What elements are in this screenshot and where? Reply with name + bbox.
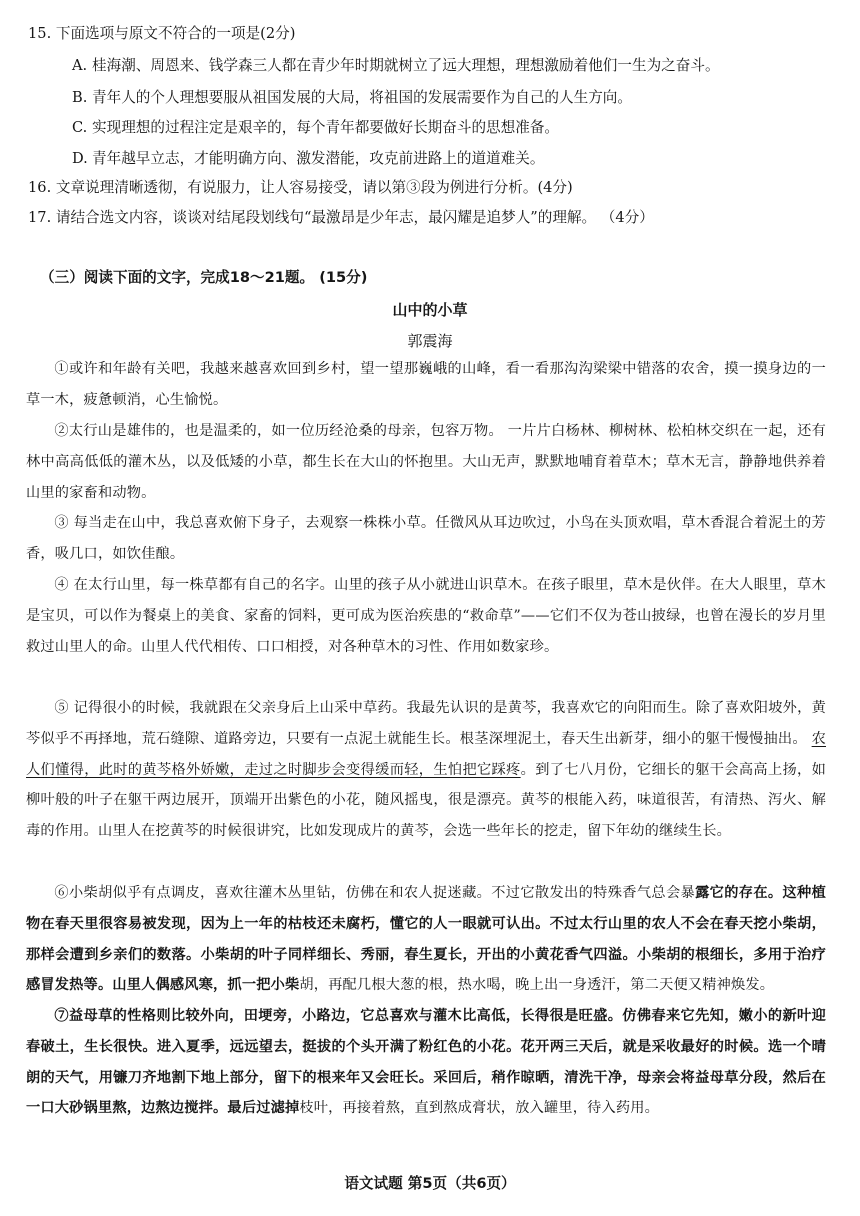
option-text: 青年越早立志，才能明确方向、激发潜能，攻克前进路上的道道难关。 bbox=[92, 150, 545, 167]
paragraph-7-text-b: 枝叶，再接着熬，直到熬成膏状，放入罐里，待入药用。 bbox=[299, 1100, 660, 1117]
article-author: 郭震海 bbox=[407, 332, 453, 350]
option-text: 桂海潮、周恩来、钱学森三人都在青少年时期就树立了远大理想，理想激励着他们一生为之奋斗。 bbox=[92, 57, 720, 74]
paragraph-7-text-a: ⑦益母草的性格则比较外向，田埂旁，小路边，它总喜欢与灌木比高低，长得很是旺盛。仿佛春来它先知，嫩小的新叶迎春破土，生长很快。进入夏季，远远望去，挺拔的个头开满了粉红色的小花。花开两三天后，就是采收最好的时候。选一个晴朗的天气，用镰刀齐地割下地上部分，留下的根来年又会旺长。采回后，稍作晾晒，清洗干净，母亲会将益母草分段，然后在一口大砂锅里熬，边熬边搅拌。最后过滤掉 bbox=[26, 1008, 826, 1117]
question-15-option-b bbox=[72, 88, 632, 108]
option-text: 青年人的个人理想要服从祖国发展的大局，将祖国的发展需要作为自己的人生方向。 bbox=[92, 89, 632, 106]
paragraph-5 bbox=[26, 693, 826, 847]
section-heading: （三）阅读下面的文字，完成18～21题。 (15分) bbox=[40, 269, 368, 286]
paragraph-3: ③ 每当走在山中，我总喜欢俯下身子，去观察一株株小草。任微风从耳边吹过，小鸟在头顶欢唱，草木香混合着泥土的芳香，吸几口，如饮佳酿。 bbox=[26, 515, 826, 562]
option-label: D. bbox=[72, 150, 88, 167]
paragraph-4 bbox=[26, 570, 826, 662]
paragraph-6-text-b: 露它的存在。这种植物在春天里很容易被发现，因为上一年的枯枝还未腐朽，懂它的人一眼就可认出。不过太行山里的农人不会在春天挖小柴胡，那样会遭到乡亲们的数落。小柴胡的叶子同样细长、秀丽，春生夏长，开出的小黄花香气四溢。小柴胡的根细长，多用于治疗感冒发热等。山里人偶感风寒，抓一把小柴 bbox=[26, 885, 826, 994]
paragraph-7 bbox=[26, 1001, 826, 1124]
option-text: 实现理想的过程注定是艰辛的，每个青年都要做好长期奋斗的思想准备。 bbox=[92, 119, 560, 136]
option-label: C. bbox=[72, 119, 88, 136]
page-footer: 语文试题 第5页（共6页） bbox=[344, 1175, 516, 1192]
paragraph-6 bbox=[26, 878, 826, 1001]
question-16: 16. 文章说理清晰透彻，有说服力，让人容易接受，请以第③段为例进行分析。(4分) bbox=[28, 179, 573, 196]
underlined-sentence: 农人们懂得，此时的黄芩格外娇嫩，走过之时脚步会变得缓而轻，生怕把它踩疼 bbox=[26, 730, 826, 778]
question-15-option-a bbox=[72, 56, 720, 76]
option-label: B. bbox=[72, 89, 88, 106]
paragraph-4-text: ④ 在太行山里，每一株草都有自己的名字。山里的孩子从小就进山识草木。在孩子眼里，草木是伙伴。在大人眼里，草木是宝贝，可以作为餐桌上的美食、家畜的饲料，更可成为医治疾患的“救命草”——它们不仅为苍山披绿，也曾在漫长的岁月里救过山里人的命。山里人代代相传、口口相授，对各种草木的习性、作用如数家珍。 bbox=[26, 577, 826, 655]
paragraph-5-text-b: 。到了七八月份，它细长的躯干会高高上扬，如柳叶般的叶子在躯干两边展开，顶端开出紫色的小花，随风摇曳，很是漂亮。黄芩的根能入药，味道很苦，有清热、泻火、解毒的作用。山里人在挖黄芩的时候很讲究，比如发现成片的黄芩，会选一些年长的挖走，留下年幼的继续生长。 bbox=[26, 761, 826, 840]
paragraph-2: ②太行山是雄伟的，也是温柔的，如一位历经沧桑的母亲，包容万物。 一片片白杨林、柳树林、松柏林交织在一起，还有林中高高低低的灌木丛，以及低矮的小草，都生长在大山的怀抱里。大山无声，默默地哺育着草木；草木无言，静静地供养着山里的家畜和动物。 bbox=[26, 423, 826, 501]
question-15-option-d bbox=[72, 149, 544, 169]
article-title: 山中的小草 bbox=[392, 301, 468, 319]
paragraph-1: ①或许和年龄有关吧，我越来越喜欢回到乡村，望一望那巍峨的山峰，看一看那沟沟梁梁中错落的农舍，摸一摸身边的一草一木，疲惫顿消，心生愉悦。 bbox=[26, 361, 826, 408]
question-15-stem: 15. 下面选项与原文不符合的一项是(2分) bbox=[28, 25, 296, 42]
paragraph-5-text-a: ⑤ 记得很小的时候，我就跟在父亲身后上山采中草药。我最先认识的是黄芩，我喜欢它的向阳而生。除了喜欢阳坡外，黄芩似乎不再择地，荒石缝隙、道路旁边，只要有一点泥土就能生长。根茎深埋泥土，春天生出新芽，细小的躯干慢慢抽出。 bbox=[26, 700, 826, 747]
question-17: 17. 请结合选文内容，谈谈对结尾段划线句“最激昂是少年志，最闪耀是追梦人”的理解。 （4分） bbox=[28, 209, 654, 226]
question-15-option-c bbox=[72, 118, 559, 138]
paragraph-6-text-c: 胡，再配几根大葱的根，热水喝，晚上出一身透汗，第二天便又精神焕发。 bbox=[299, 977, 775, 994]
option-label: A. bbox=[72, 57, 88, 74]
paragraph-6-text-a: ⑥小柴胡似乎有点调皮，喜欢往灌木丛里钻，仿佛在和农人捉迷藏。不过它散发出的特殊香气总会暴 bbox=[54, 885, 696, 901]
